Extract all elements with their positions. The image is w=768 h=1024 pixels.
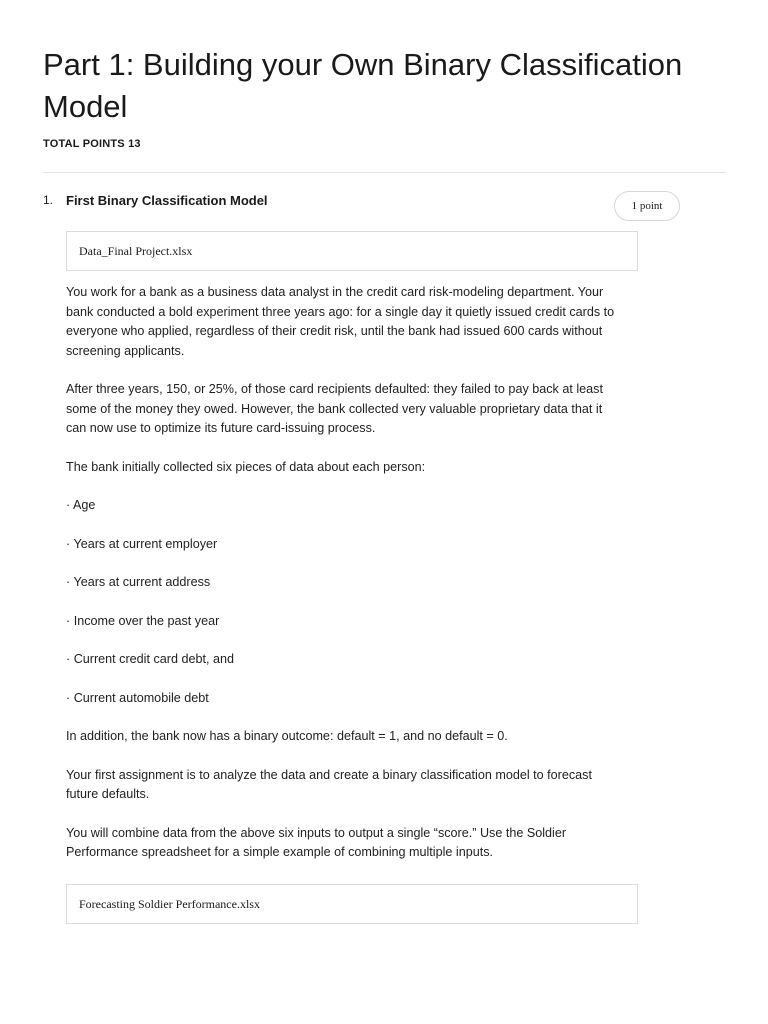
total-points: TOTAL POINTS 13 bbox=[43, 138, 141, 150]
paragraph: The bank initially collected six pieces of data about each person: bbox=[66, 459, 426, 474]
list-item: · Current credit card debt, and bbox=[66, 652, 234, 666]
page-title: Part 1: Building your Own Binary Classification Model bbox=[43, 47, 683, 124]
points-badge: 1 point bbox=[614, 191, 680, 221]
question-number: 1. bbox=[43, 193, 54, 207]
divider bbox=[43, 172, 726, 173]
paragraph: After three years, 150, or 25%, of those card recipients defaulted: they failed to pay back at least some of the money they owed. However, the bank collected very valuable proprietary data that it can now use to optimize its future card-issuing process. bbox=[66, 382, 603, 435]
paragraph: Your first assignment is to analyze the data and create a binary classification model to forecast future defaults. bbox=[66, 767, 592, 801]
list-item: · Current automobile debt bbox=[66, 690, 209, 705]
list-item: · Years at current address bbox=[66, 575, 211, 589]
paragraph: You work for a bank as a business data analyst in the credit card risk-modeling department. Your bank conducted a bold experiment three years ago: for a single day it quietly issued credit cards to everyone who applied, regardless of their credit risk, until the bank had issued 600 cards without screening applicants. bbox=[66, 285, 615, 358]
list-item: · Age bbox=[66, 498, 96, 512]
attachment-link-data-final-project[interactable]: Data_Final Project.xlsx bbox=[66, 231, 638, 271]
question-body bbox=[66, 283, 626, 882]
paragraph: In addition, the bank now has a binary outcome: default = 1, and no default = 0. bbox=[66, 729, 508, 743]
attachment-link-forecasting-soldier-performance[interactable]: Forecasting Soldier Performance.xlsx bbox=[66, 884, 638, 924]
paragraph: You will combine data from the above six inputs to output a single “score.” Use the Soldier Performance spreadsheet for a simple example of combining multiple inputs. bbox=[66, 825, 567, 859]
question-title: First Binary Classification Model bbox=[66, 193, 268, 208]
list-item: · Years at current employer bbox=[66, 536, 218, 551]
list-item: · Income over the past year bbox=[66, 613, 220, 628]
